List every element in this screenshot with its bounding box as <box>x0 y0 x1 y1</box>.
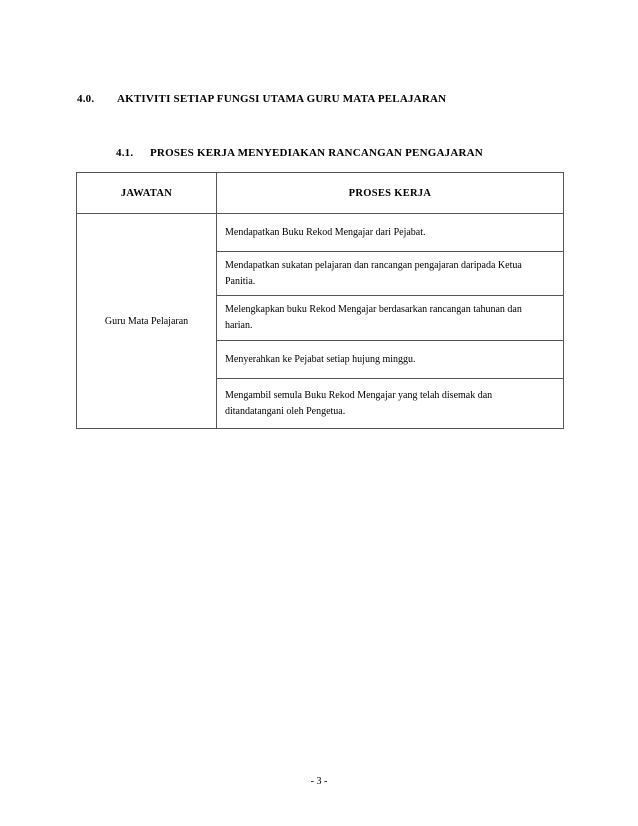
process-table <box>76 172 564 429</box>
section-title: AKTIVITI SETIAP FUNGSI UTAMA GURU MATA PELAJARAN <box>117 93 447 105</box>
process-step-4: Menyerahkan ke Pejabat setiap hujung minggu. <box>217 341 564 379</box>
table-header-row <box>77 173 564 214</box>
subsection-title: PROSES KERJA MENYEDIAKAN RANCANGAN PENGAJARAN <box>150 147 483 159</box>
process-step-3: Melengkapkan buku Rekod Mengajar berdasarkan rancangan tahunan dan harian. <box>217 296 564 341</box>
subsection-number: 4.1. <box>116 147 134 159</box>
process-step-1: Mendapatkan Buku Rekod Mengajar dari Pejabat. <box>217 214 564 252</box>
role-cell: Guru Mata Pelajaran <box>77 214 217 429</box>
process-step-2: Mendapatkan sukatan pelajaran dan rancangan pengajaran daripada Ketua Panitia. <box>217 252 564 296</box>
page-number: - 3 - <box>310 776 328 787</box>
table-row <box>77 214 564 252</box>
process-step-5: Mengambil semula Buku Rekod Mengajar yang telah disemak dan ditandatangani oleh Pengetua. <box>217 379 564 429</box>
header-jawatan: JAWATAN <box>77 173 217 214</box>
header-proses-kerja: PROSES KERJA <box>217 173 564 214</box>
section-number: 4.0. <box>77 93 95 105</box>
